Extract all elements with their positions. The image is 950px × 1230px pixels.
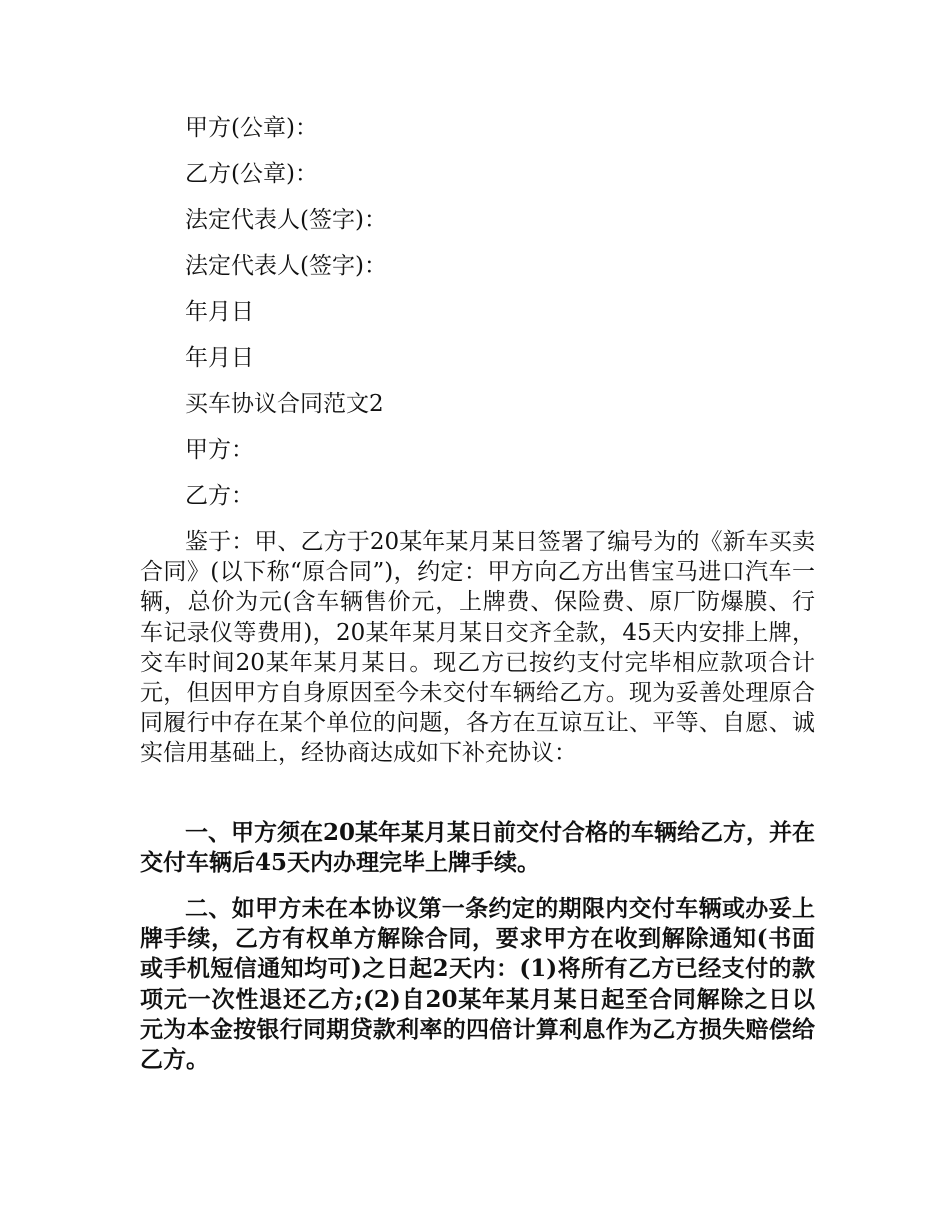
- legal-rep-signature-line-a: 法定代表人(签字)：: [185, 207, 387, 233]
- clause-1-paragraph: 一、甲方须在20某年某月某日前交付合格的车辆给乙方，并在交付车辆后45天内办理完毕上牌手续。: [140, 819, 816, 877]
- legal-rep-signature-line-b: 法定代表人(签字)：: [185, 253, 387, 279]
- party-a-line: 甲方：: [185, 437, 254, 463]
- party-b-line: 乙方：: [185, 483, 254, 509]
- date-line-a: 年月日: [185, 299, 254, 325]
- date-line-b: 年月日: [185, 345, 254, 371]
- party-a-seal-line: 甲方(公章)：: [185, 115, 318, 141]
- section-title: 买车协议合同范文2: [185, 391, 384, 417]
- recital-paragraph: 鉴于：甲、乙方于20某年某月某日签署了编号为的《新车买卖合同》(以下称“原合同”)，约定：甲方向乙方出售宝马进口汽车一辆，总价为元(含车辆售价元，上牌费、保险费、原厂防爆膜、行车记录仪等费用)，20某年某月某日交齐全款，45天内安排上牌，交车时间20某年某月某日。现乙方已按约支付完毕相应款项合计元，但因甲方自身原因至今未交付车辆给乙方。现为妥善处理原合同履行中存在某个单位的问题，各方在互谅互让、平等、自愿、诚实信用基础上，经协商达成如下补充协议：: [140, 529, 815, 767]
- party-b-seal-line: 乙方(公章)：: [185, 161, 318, 187]
- clause-2-paragraph: 二、如甲方未在本协议第一条约定的期限内交付车辆或办妥上牌手续，乙方有权单方解除合同，要求甲方在收到解除通知(书面或手机短信通知均可)之日起2天内：(1)将所有乙方已经支付的款项元一次性退还乙方;(2)自20某年某月某日起至合同解除之日以元为本金按银行同期贷款利率的四倍计算利息作为乙方损失赔偿给乙方。: [140, 895, 815, 1074]
